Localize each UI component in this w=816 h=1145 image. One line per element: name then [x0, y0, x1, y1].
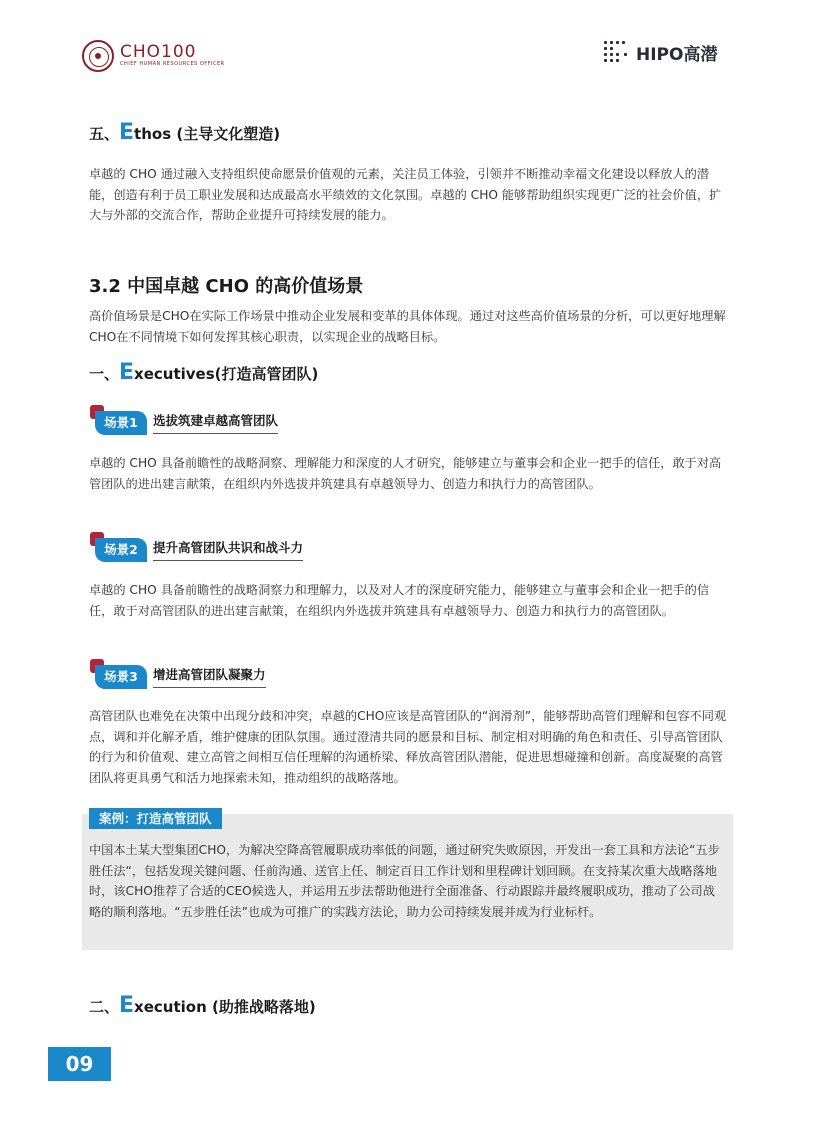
scene-2-body: 卓越的 CHO 具备前瞻性的战略洞察力和理解力，以及对人才的深度研究能力，能够建立与董事会和企业一把手的信任，敢于对高管团队的进出建言献策，在组织内外选拔并筑建具有卓越领导力、创造力和执行力的高管团队。: [89, 583, 710, 618]
heading-execution: 二、Execution (助推战略落地): [89, 993, 316, 1018]
scene-1-body: 卓越的 CHO 具备前瞻性的战略洞察、理解能力和深度的人才研究，能够建立与董事会和企业一把手的信任，敢于对高管团队的进出建言献策，在组织内外选拔并筑建具有卓越领导力、创造力和执行力的高管团队。: [89, 456, 722, 491]
scene-1-badge: 场景1: [95, 411, 147, 435]
hipo-dots-icon: [604, 41, 630, 65]
hipo-brand-text: HIPO高潜: [636, 45, 718, 65]
hipo-logo: [604, 40, 717, 65]
cho100-logo: [82, 40, 225, 72]
cho100-brand-text: CHO100: [120, 42, 197, 62]
scene-1-header: [90, 405, 330, 439]
paragraph-3-2: 高价值场景是CHO在实际工作场景中推动企业发展和变革的具体体现。通过对这些高价值场景的分析，可以更好地理解CHO在不同情境下如何发挥其核心职责，以实现企业的战略目标。: [89, 309, 726, 344]
scene-1-title: 选拔筑建卓越高管团队: [153, 411, 278, 434]
scene-3-badge: 场景3: [95, 665, 147, 689]
paragraph-ethos: 卓越的 CHO 通过融入支持组织使命愿景价值观的元素，关注员工体验，引领并不断推动幸福文化建设以释放人的潜能，创造有利于员工职业发展和达成最高水平绩效的文化氛围。卓越的 CHO 能够帮助组织实现更广泛的社会价值，扩大与外部的交流合作，帮助企业提升可持续发展的能力。: [89, 167, 722, 222]
scene-2-header: [90, 532, 330, 566]
scene-3-title: 增进高管团队凝聚力: [153, 665, 266, 688]
scene-3-header: [90, 659, 330, 693]
scene-2-title: 提升高管团队共识和战斗力: [153, 538, 303, 561]
cho100-seal-icon: [82, 40, 114, 72]
page-number: 09: [48, 1047, 111, 1081]
heading-ethos: 五、Ethos (主导文化塑造): [89, 120, 281, 145]
section-title-3-2: 3.2 中国卓越 CHO 的高价值场景: [89, 276, 364, 297]
cho100-brand-subtitle: CHIEF HUMAN RESOURCES OFFICER: [120, 61, 225, 67]
case-tag: 案例：打造高管团队: [89, 808, 222, 829]
case-body: 中国本土某大型集团CHO，为解决空降高管履职成功率低的问题，通过研究失败原因，开发出一套工具和方法论“五步胜任法“，包括发现关键问题、任前沟通、送官上任、制定百日工作计划和里程碑计划回顾。在支持某次重大战略落地时，该CHO推荐了合适的CEO候选人，并运用五步法帮助他进行全面准备、行动跟踪并最终履职成功，推动了公司战略的顺利落地。“五步胜任法”也成为可推广的实践方法论，助力公司持续发展并成为行业标杆。: [89, 843, 720, 919]
heading-executives: 一、Executives(打造高管团队): [89, 360, 319, 385]
scene-2-badge: 场景2: [95, 538, 147, 562]
scene-3-body: 高管团队也难免在决策中出现分歧和冲突，卓越的CHO应该是高管团队的“润滑剂”，能够帮助高管们理解和包容不同观点，调和并化解矛盾，维护健康的团队氛围。通过澄清共同的愿景和目标、制定相对明确的角色和责任、引导高管团队的行为和价值观、建立高管之间相互信任理解的沟通桥梁、释放高管团队潜能，促进思想碰撞和创新。高度凝聚的高管团队将更具勇气和活力地探索未知，推动组织的战略落地。: [89, 709, 727, 785]
